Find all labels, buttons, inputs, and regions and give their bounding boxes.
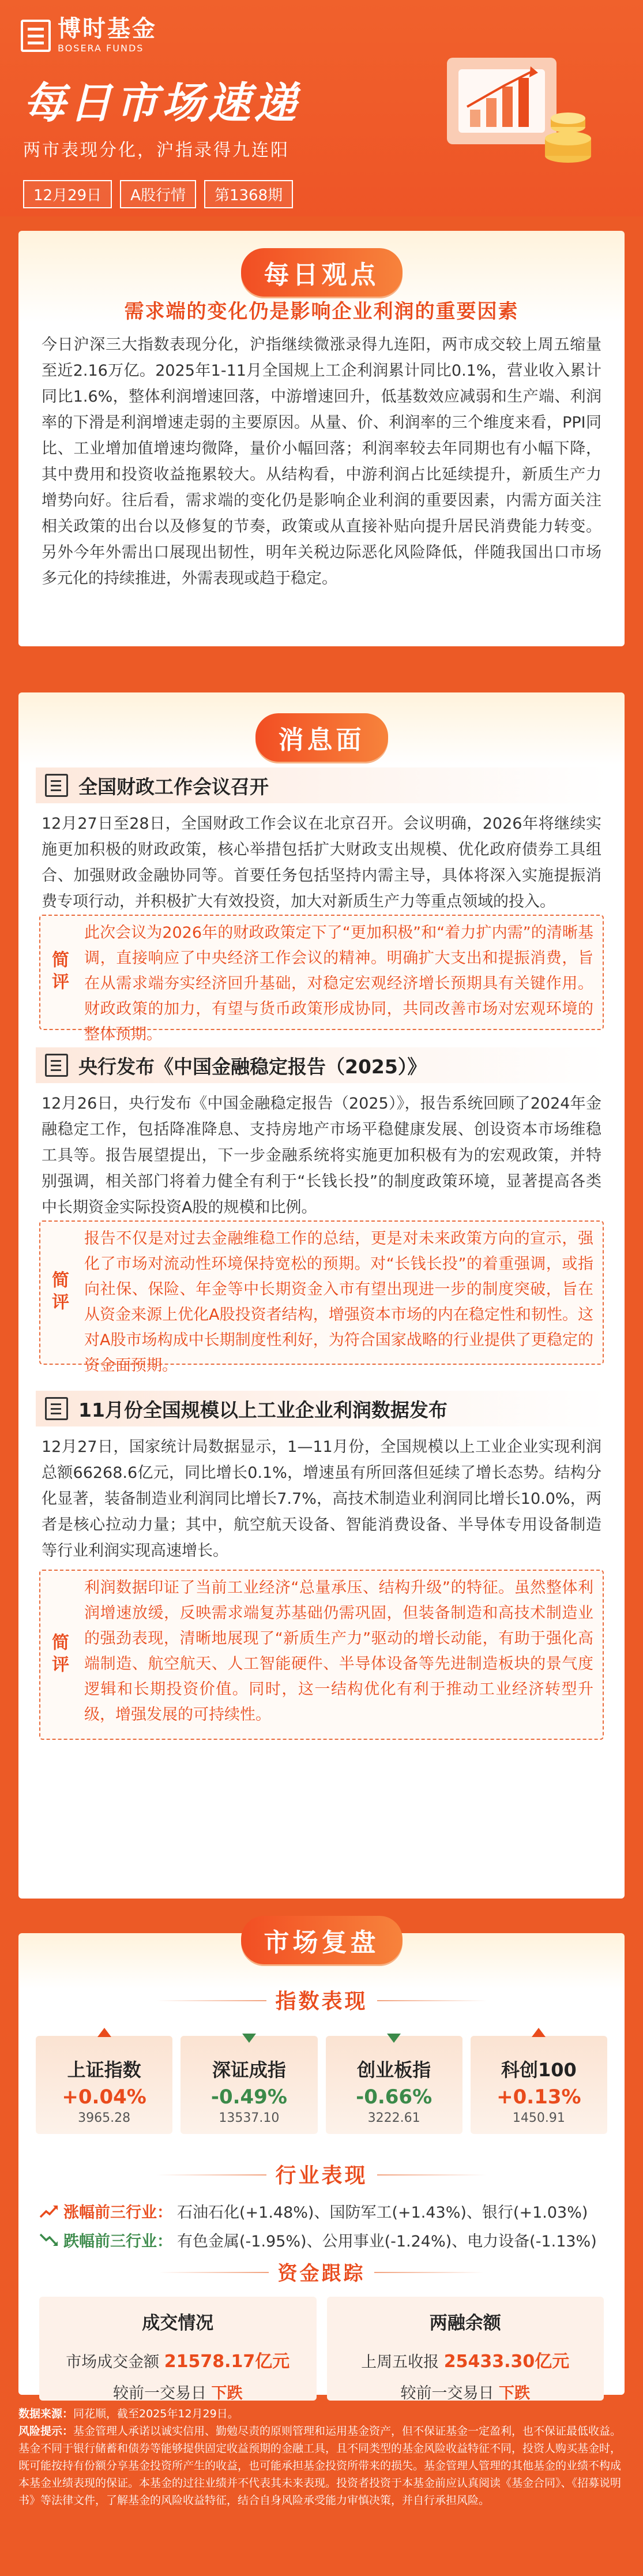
index-value: 3222.61 <box>367 2111 420 2125</box>
turnover-card <box>39 2297 317 2401</box>
news-item-body: 12月26日，央行发布《中国金融稳定报告（2025）》，报告系统回顾了2024年金融稳定工作，包括降准降息、支持房地产市场平稳健康发展、创设资本市场维稳工具等。报告展望提出，下一步金融系统将实施更加积极有为的宏观政策，并特别强调，相关部门将着力健全有利于“长钱长投”的制度政策环境，显著提高各类中长期资金实际投资A股的规模和比例。 <box>42 1095 601 1216</box>
index-card <box>471 2036 607 2134</box>
logo-english: BOSERA FUNDS <box>58 43 144 54</box>
news-item-title <box>36 767 607 803</box>
review-label: 简评 <box>48 1271 69 1315</box>
market-section-title: 市场复盘 <box>241 1916 403 1964</box>
disclaimer-footer <box>18 2405 625 2509</box>
news-item-body: 12月27日，国家统计局数据显示，1—11月份，全国规模以上工业企业实现利润总额66268.6亿元，同比增长0.1%，增速虽有所回落但延续了增长态势。结构分化显著，装备制造业利润同比增长7.7%，高技术制造业利润同比增长10.0%，两者是核心拉动力量；其中，航空航天设备、智能消费设备、半导体专用设备制造等行业利润实现高速增长。 <box>42 1438 601 1560</box>
turnover-value: 21578.17亿元 <box>164 2352 290 2372</box>
index-card <box>181 2036 317 2134</box>
turnover-amount: 市场成交金额 21578.17亿元 <box>66 2352 290 2372</box>
news-item-title <box>36 1047 607 1083</box>
index-row <box>36 2036 607 2134</box>
logo-mark-icon <box>21 20 51 52</box>
gainers-text: 石油石化(+1.48%)、国防军工(+1.43%)、银行(+1.03%) <box>177 2204 588 2222</box>
index-change: +0.04% <box>62 2085 146 2109</box>
index-change: +0.13% <box>497 2085 581 2109</box>
review-label: 简评 <box>48 950 69 994</box>
up-arrow-icon <box>532 2028 546 2037</box>
turnover-compare: 较前一交易日 下跌 <box>112 2384 243 2402</box>
index-name: 科创100 <box>501 2059 577 2081</box>
document-icon <box>45 1397 68 1420</box>
down-arrow-icon <box>242 2034 256 2043</box>
turnover-compare-value: 下跌 <box>211 2384 243 2402</box>
issue-number-tag: 第1368期 <box>204 180 293 208</box>
index-performance-title: 指数表现 <box>275 1985 367 2015</box>
margin-title: 两融余额 <box>429 2313 501 2334</box>
index-card <box>36 2036 172 2134</box>
issue-tags <box>23 180 293 208</box>
news-item-title-text: 全国财政工作会议召开 <box>78 775 269 798</box>
index-value: 3965.28 <box>78 2111 131 2125</box>
data-source: 数据来源：同花顺，截至2025年12月29日。 <box>18 2407 239 2420</box>
index-value: 1450.91 <box>512 2111 565 2125</box>
chart-illustration-icon <box>412 40 608 179</box>
index-change: -0.49% <box>210 2085 287 2109</box>
losers-label: 跌幅前三行业： <box>63 2233 172 2251</box>
header-banner <box>0 0 643 216</box>
review-text: 利润数据印证了当前工业经济“总量承压、结构升级”的特征。虽然整体利润增速放缓，反映需求端复苏基础仍需巩固，但装备制造和高技术制造业的强劲表现，清晰地展现了“新质生产力”驱动的增长动能，有助于强化高端制造、航空航天、人工智能硬件、半导体设备等先进制造板块的景气度逻辑和长期投资价值。同时，这一结构优化有利于推动工业经济转型升级，增强发展的可持续性。 <box>84 1579 593 1724</box>
trend-down-icon <box>39 2232 59 2248</box>
index-name: 创业板指 <box>357 2059 431 2081</box>
page-title: 每日市场速递 <box>23 78 300 128</box>
margin-compare: 较前一交易日 下跌 <box>400 2384 531 2402</box>
index-card <box>326 2036 462 2134</box>
down-arrow-icon <box>387 2034 401 2043</box>
daily-view-headline: 需求端的变化仍是影响企业利润的重要因素 <box>124 300 519 323</box>
fund-tracking-title: 资金跟踪 <box>278 2257 366 2286</box>
news-item-title <box>36 1391 607 1426</box>
daily-view-title: 每日观点 <box>241 248 403 297</box>
margin-value: 25433.30亿元 <box>443 2352 570 2372</box>
news-item-body: 12月27日至28日，全国财政工作会议在北京召开。会议明确，2026年将继续实施更加积极的财政政策，核心举措包括扩大财政支出规模、优化政府债券工具组合、加强财政金融协同等。首要任务包括坚持内需主导，具体将深入实施提振消费专项行动，并积极扩大有效投资，加大对新质生产力等重点领域的投入。 <box>42 815 601 911</box>
gainers-label: 涨幅前三行业： <box>63 2204 172 2222</box>
risk-warning: 风险提示：基金管理人承诺以诚实信用、勤勉尽责的原则管理和运用基金资产，但不保证基金一定盈利，也不保证最低收益。基金不同于银行储蓄和债券等能够提供固定收益预期的金融工具，且不同类型的基金风险收益特征不同，投资人购买基金时，既可能按持有份额分享基金投资所产生的收益，也可能承担基金投资所带来的损失。基金管理人管理的其他基金的业绩不构成本基金业绩表现的保证。本基金的过往业绩并不代表其未来表现。投资者投资于本基金前应认真阅读《基金合同》、《招募说明书》等法律文件，了解基金的风险收益特征，结合自身风险承受能力审慎决策，并自行承担风险。 <box>18 2425 622 2507</box>
news-item-review <box>39 1570 604 1740</box>
margin-compare-value: 下跌 <box>499 2384 531 2402</box>
losers-text: 有色金属(-1.95%)、公用事业(-1.24%)、电力设备(-1.13%) <box>177 2233 597 2251</box>
news-item-review <box>39 1220 604 1375</box>
news-card <box>18 692 625 1899</box>
up-arrow-icon <box>97 2028 111 2037</box>
date-tag: 12月29日 <box>23 180 112 208</box>
news-item-title-text: 11月份全国规模以上工业企业利润数据发布 <box>78 1398 448 1421</box>
review-text: 报告不仅是对过去金融维稳工作的总结，更是对未来政策方向的宣示，强化了市场对流动性环境保持宽松的预期。对“长钱长投”的着重强调，或指向社保、保险、年金等中长期资金入市有望出现进一步的制度突破，旨在从资金来源上优化A股投资者结构，增强资本市场的内在稳定性和韧性。这对A股市场构成中长期制度性利好，为符合国家战略的行业提供了更稳定的资金面预期。 <box>84 1230 593 1375</box>
index-change: -0.66% <box>356 2085 433 2109</box>
industry-gainers <box>39 2200 604 2222</box>
industry-performance-title: 行业表现 <box>275 2159 367 2189</box>
logo-name: 博时基金 <box>58 16 157 42</box>
brand-logo <box>21 17 157 54</box>
daily-view-body: 今日沪深三大指数表现分化，沪指继续微涨录得九连阳，两市成交较上周五缩量至近2.16万亿。2025年1-11月全国规上工企利润累计同比0.1%，营业收入累计同比1.6%，整体利润增速回落，中游增速回升，低基数效应减弱和生产端、利润率的下滑是利润增速走弱的主要原因。从量、价、利润率的三个维度来看，PPI同比、工业增加值增速均微降，量价小幅回落；利润率较去年同期也有小幅下降，其中费用和投资收益拖累较大。从结构看，中游利润占比延续提升，新质生产力增势向好。往后看，需求端的变化仍是影响企业利润的重要因素，内需方面关注相关政策的出台以及修复的节奏，政策或从直接补贴向提升居民消费能力转变。另外今年外需出口展现出韧性，明年关税边际恶化风险降低，伴随我国出口市场多元化的持续推进，外需表现或趋于稳定。 <box>42 336 601 587</box>
index-name: 上证指数 <box>67 2059 141 2081</box>
news-section-title: 消息面 <box>255 713 388 762</box>
fund-row <box>39 2297 604 2401</box>
document-icon <box>45 1054 68 1077</box>
review-text: 此次会议为2026年的财政政策定下了“更加积极”和“着力扩内需”的清晰基调，直接响应了中央经济工作会议的精神。明确扩大支出和提振消费，旨在从需求端夯实经济回升基础，对稳定宏观经济增长预期具有关键作用。财政政策的加力，有望与货币政策形成协同，共同改善市场对宏观环境的整体预期。 <box>84 924 593 1043</box>
document-icon <box>45 774 68 797</box>
news-item-review <box>39 915 604 1043</box>
page-subtitle: 两市表现分化，沪指录得九连阳 <box>23 140 289 160</box>
review-label: 简评 <box>48 1633 69 1677</box>
turnover-title: 成交情况 <box>142 2313 214 2334</box>
news-item-title-text: 央行发布《中国金融稳定报告（2025）》 <box>78 1055 427 1078</box>
category-tag: A股行情 <box>120 180 196 208</box>
margin-amount: 上周五收报 25433.30亿元 <box>361 2352 570 2372</box>
daily-view-card <box>18 231 625 646</box>
margin-balance-card <box>327 2297 604 2401</box>
industry-losers <box>39 2229 604 2251</box>
market-review-card <box>18 1928 625 2402</box>
index-name: 深证成指 <box>212 2059 286 2081</box>
index-value: 13537.10 <box>219 2111 280 2125</box>
trend-up-icon <box>39 2203 59 2219</box>
